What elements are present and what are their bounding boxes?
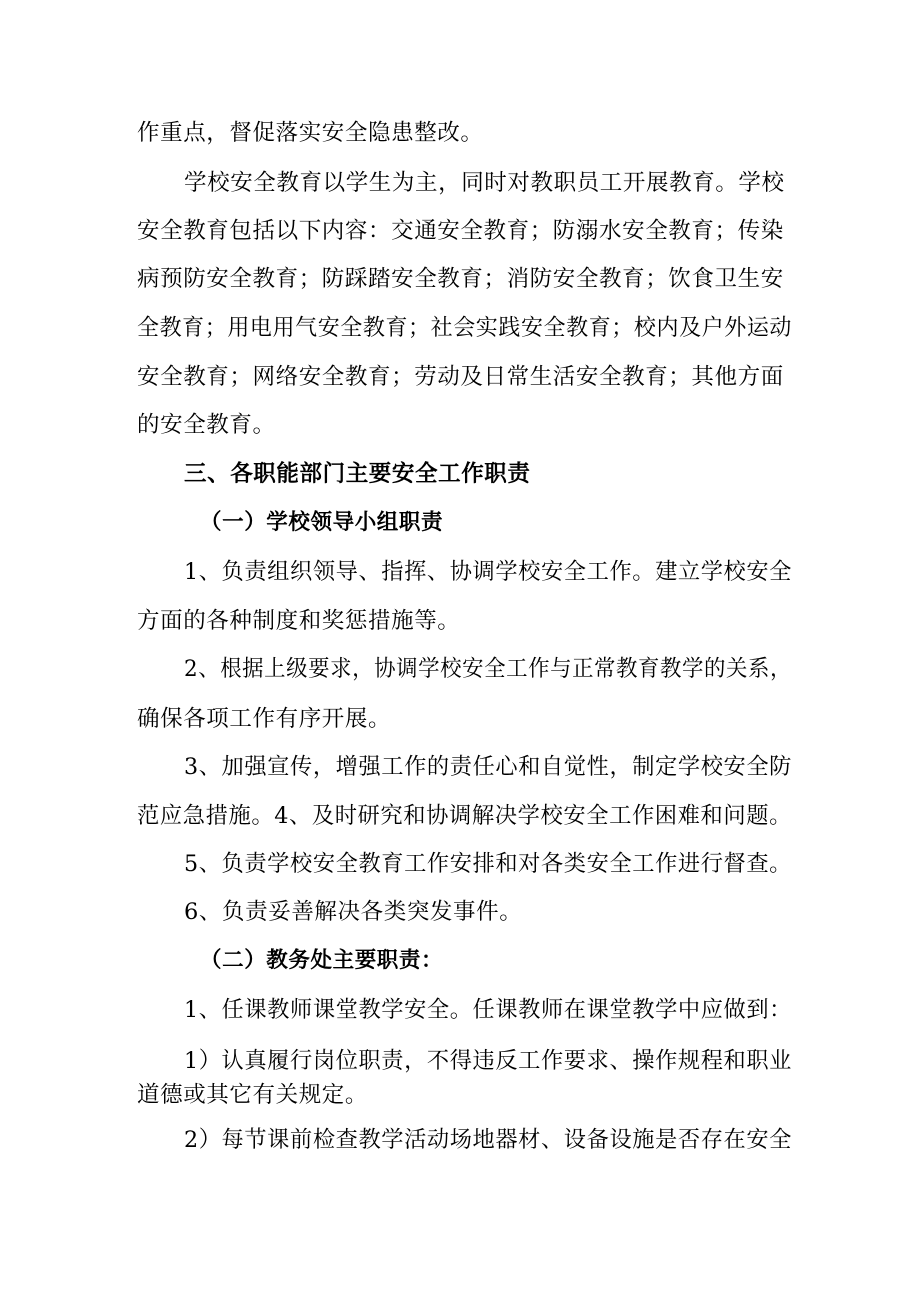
paragraph-line: 安全教育包括以下内容：交通安全教育；防溺水安全教育；传染: [137, 218, 784, 244]
paragraph-line: 学校安全教育以学生为主，同时对教职员工开展教育。学校: [184, 170, 785, 196]
paragraph-line: 确保各项工作有序开展。: [137, 706, 392, 732]
paragraph-line: 全教育；用电用气安全教育；社会实践安全教育；校内及户外运动: [137, 315, 792, 341]
section-heading: 三、各职能部门主要安全工作职责: [184, 461, 531, 487]
subsection-heading: （二）教务处主要职责：: [200, 948, 444, 973]
paragraph-line: 2）每节课前检查教学活动场地器材、设备设施是否存在安全: [184, 1127, 792, 1153]
paragraph-line: 范应急措施。4、及时研究和协调解决学校安全工作困难和问题。: [137, 803, 792, 829]
paragraph-line: 道德或其它有关规定。: [137, 1082, 369, 1108]
paragraph-line: 2、根据上级要求，协调学校安全工作与正常教育教学的关系，: [184, 656, 792, 682]
paragraph-line: 的安全教育。: [137, 412, 276, 438]
subsection-heading: （一）学校领导小组职责: [200, 510, 444, 535]
paragraph-line: 3、加强宣传，增强工作的责任心和自觉性，制定学校安全防: [184, 754, 792, 780]
paragraph-line: 6、负责妥善解决各类突发事件。: [184, 899, 523, 925]
paragraph-line: 病预防安全教育；防踩踏安全教育；消防安全教育；饮食卫生安: [137, 266, 784, 292]
paragraph-line: 5、负责学校安全教育工作安排和对各类安全工作进行督查。: [184, 851, 792, 877]
paragraph-line: 作重点，督促落实安全隐患整改。: [137, 120, 484, 146]
paragraph-line: 1）认真履行岗位职责，不得违反工作要求、操作规程和职业: [184, 1048, 792, 1074]
paragraph-line: 1、任课教师课堂教学安全。任课教师在课堂教学中应做到：: [184, 997, 792, 1023]
paragraph-line: 安全教育；网络安全教育；劳动及日常生活安全教育；其他方面: [137, 364, 784, 390]
paragraph-line: 方面的各种制度和奖惩措施等。: [137, 608, 461, 634]
paragraph-line: 1、负责组织领导、指挥、协调学校安全工作。建立学校安全: [184, 559, 792, 585]
